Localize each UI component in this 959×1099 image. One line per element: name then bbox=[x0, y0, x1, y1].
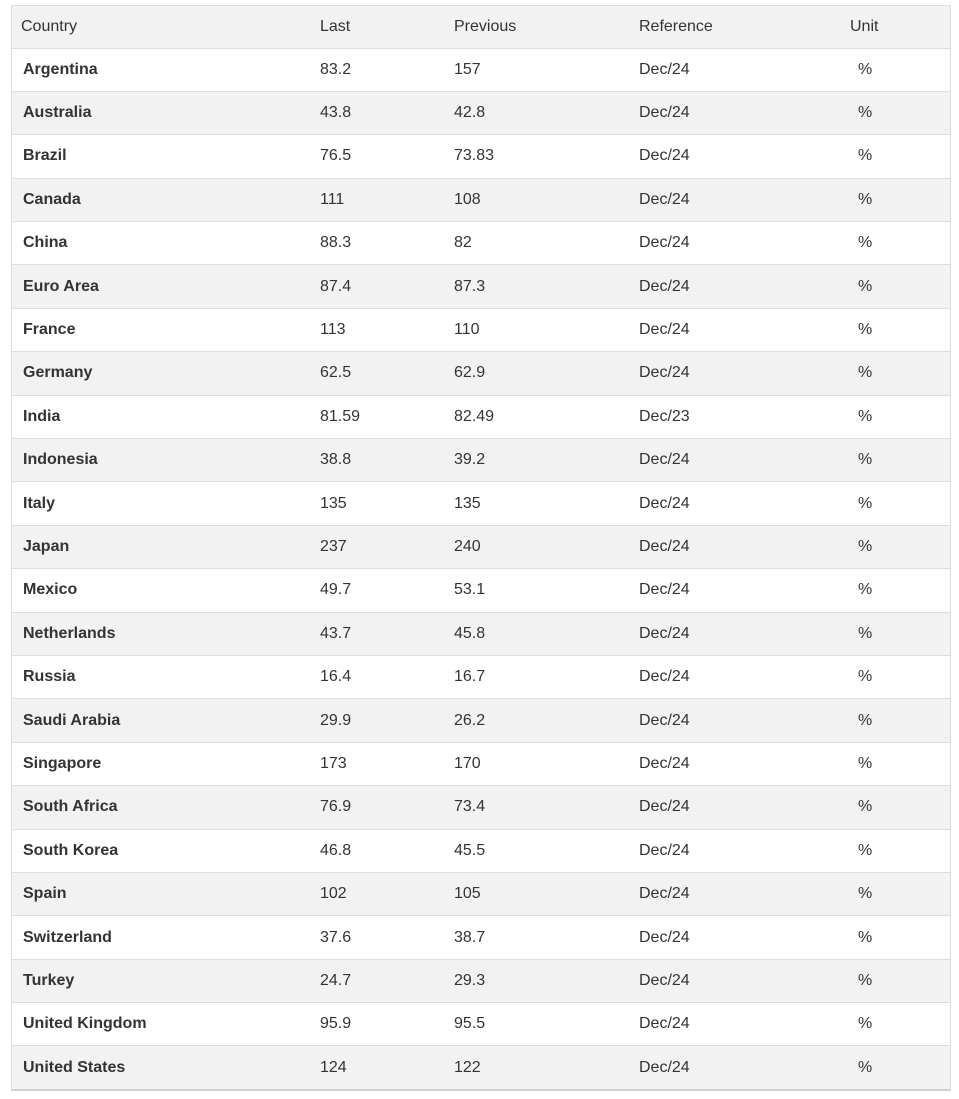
previous-value-cell: 39.2 bbox=[445, 439, 630, 482]
country-cell[interactable]: Russia bbox=[12, 655, 311, 698]
reference-cell: Dec/24 bbox=[630, 569, 841, 612]
unit-cell: % bbox=[841, 395, 950, 438]
reference-cell: Dec/24 bbox=[630, 742, 841, 785]
country-cell[interactable]: United States bbox=[12, 1046, 311, 1089]
reference-cell: Dec/24 bbox=[630, 222, 841, 265]
last-value-cell: 38.8 bbox=[311, 439, 445, 482]
table-row[interactable] bbox=[12, 482, 950, 525]
last-value-cell: 237 bbox=[311, 525, 445, 568]
country-cell[interactable]: United Kingdom bbox=[12, 1003, 311, 1046]
previous-value-cell: 45.5 bbox=[445, 829, 630, 872]
previous-value-cell: 26.2 bbox=[445, 699, 630, 742]
unit-cell: % bbox=[841, 612, 950, 655]
last-value-cell: 49.7 bbox=[311, 569, 445, 612]
country-cell[interactable]: Mexico bbox=[12, 569, 311, 612]
unit-cell: % bbox=[841, 1046, 950, 1089]
unit-cell: % bbox=[841, 135, 950, 178]
unit-cell: % bbox=[841, 1003, 950, 1046]
last-value-cell: 102 bbox=[311, 872, 445, 915]
table-row[interactable] bbox=[12, 352, 950, 395]
country-cell[interactable]: Netherlands bbox=[12, 612, 311, 655]
country-cell[interactable]: Argentina bbox=[12, 48, 311, 91]
last-value-cell: 173 bbox=[311, 742, 445, 785]
unit-cell: % bbox=[841, 829, 950, 872]
reference-cell: Dec/24 bbox=[630, 1003, 841, 1046]
table-row[interactable] bbox=[12, 569, 950, 612]
unit-cell: % bbox=[841, 786, 950, 829]
country-cell[interactable]: Indonesia bbox=[12, 439, 311, 482]
country-cell[interactable]: Japan bbox=[12, 525, 311, 568]
unit-cell: % bbox=[841, 439, 950, 482]
column-header-previous[interactable]: Previous bbox=[445, 6, 630, 48]
unit-cell: % bbox=[841, 916, 950, 959]
previous-value-cell: 108 bbox=[445, 178, 630, 221]
reference-cell: Dec/24 bbox=[630, 872, 841, 915]
country-cell[interactable]: Germany bbox=[12, 352, 311, 395]
previous-value-cell: 122 bbox=[445, 1046, 630, 1089]
previous-value-cell: 82 bbox=[445, 222, 630, 265]
unit-cell: % bbox=[841, 265, 950, 308]
previous-value-cell: 62.9 bbox=[445, 352, 630, 395]
table-row[interactable] bbox=[12, 135, 950, 178]
table-header bbox=[12, 6, 950, 48]
last-value-cell: 62.5 bbox=[311, 352, 445, 395]
last-value-cell: 135 bbox=[311, 482, 445, 525]
unit-cell: % bbox=[841, 178, 950, 221]
table-row[interactable] bbox=[12, 178, 950, 221]
previous-value-cell: 16.7 bbox=[445, 655, 630, 698]
reference-cell: Dec/24 bbox=[630, 612, 841, 655]
last-value-cell: 37.6 bbox=[311, 916, 445, 959]
last-value-cell: 43.8 bbox=[311, 91, 445, 134]
table-row[interactable] bbox=[12, 829, 950, 872]
previous-value-cell: 240 bbox=[445, 525, 630, 568]
unit-cell: % bbox=[841, 959, 950, 1002]
column-header-unit[interactable]: Unit bbox=[841, 6, 950, 48]
table-row[interactable] bbox=[12, 872, 950, 915]
reference-cell: Dec/24 bbox=[630, 352, 841, 395]
reference-cell: Dec/24 bbox=[630, 916, 841, 959]
table-row[interactable] bbox=[12, 655, 950, 698]
previous-value-cell: 53.1 bbox=[445, 569, 630, 612]
reference-cell: Dec/24 bbox=[630, 829, 841, 872]
reference-cell: Dec/24 bbox=[630, 91, 841, 134]
table-row[interactable] bbox=[12, 1046, 950, 1089]
last-value-cell: 76.5 bbox=[311, 135, 445, 178]
country-cell[interactable]: South Korea bbox=[12, 829, 311, 872]
country-cell[interactable]: Turkey bbox=[12, 959, 311, 1002]
country-cell[interactable]: Singapore bbox=[12, 742, 311, 785]
unit-cell: % bbox=[841, 48, 950, 91]
last-value-cell: 87.4 bbox=[311, 265, 445, 308]
country-cell[interactable]: China bbox=[12, 222, 311, 265]
column-header-reference[interactable]: Reference bbox=[630, 6, 841, 48]
reference-cell: Dec/24 bbox=[630, 265, 841, 308]
last-value-cell: 113 bbox=[311, 308, 445, 351]
reference-cell: Dec/24 bbox=[630, 1046, 841, 1089]
table-row[interactable] bbox=[12, 395, 950, 438]
column-header-country[interactable]: Country bbox=[12, 6, 311, 48]
last-value-cell: 43.7 bbox=[311, 612, 445, 655]
previous-value-cell: 87.3 bbox=[445, 265, 630, 308]
last-value-cell: 83.2 bbox=[311, 48, 445, 91]
previous-value-cell: 45.8 bbox=[445, 612, 630, 655]
last-value-cell: 76.9 bbox=[311, 786, 445, 829]
table-row[interactable] bbox=[12, 786, 950, 829]
previous-value-cell: 170 bbox=[445, 742, 630, 785]
data-table-container bbox=[11, 5, 951, 1091]
previous-value-cell: 73.4 bbox=[445, 786, 630, 829]
previous-value-cell: 105 bbox=[445, 872, 630, 915]
unit-cell: % bbox=[841, 699, 950, 742]
reference-cell: Dec/24 bbox=[630, 308, 841, 351]
country-cell[interactable]: Spain bbox=[12, 872, 311, 915]
table-row[interactable] bbox=[12, 1003, 950, 1046]
previous-value-cell: 135 bbox=[445, 482, 630, 525]
reference-cell: Dec/24 bbox=[630, 655, 841, 698]
table-row[interactable] bbox=[12, 742, 950, 785]
last-value-cell: 88.3 bbox=[311, 222, 445, 265]
unit-cell: % bbox=[841, 655, 950, 698]
country-cell[interactable]: India bbox=[12, 395, 311, 438]
unit-cell: % bbox=[841, 91, 950, 134]
unit-cell: % bbox=[841, 569, 950, 612]
last-value-cell: 81.59 bbox=[311, 395, 445, 438]
table-row[interactable] bbox=[12, 308, 950, 351]
last-value-cell: 124 bbox=[311, 1046, 445, 1089]
country-cell[interactable]: Italy bbox=[12, 482, 311, 525]
column-header-last[interactable]: Last bbox=[311, 6, 445, 48]
unit-cell: % bbox=[841, 525, 950, 568]
table-row[interactable] bbox=[12, 222, 950, 265]
table-row[interactable] bbox=[12, 91, 950, 134]
country-cell[interactable]: Australia bbox=[12, 91, 311, 134]
table-body bbox=[12, 48, 950, 1089]
last-value-cell: 111 bbox=[311, 178, 445, 221]
unit-cell: % bbox=[841, 742, 950, 785]
last-value-cell: 29.9 bbox=[311, 699, 445, 742]
reference-cell: Dec/24 bbox=[630, 48, 841, 91]
country-cell[interactable]: Switzerland bbox=[12, 916, 311, 959]
previous-value-cell: 95.5 bbox=[445, 1003, 630, 1046]
previous-value-cell: 82.49 bbox=[445, 395, 630, 438]
reference-cell: Dec/24 bbox=[630, 482, 841, 525]
reference-cell: Dec/24 bbox=[630, 786, 841, 829]
previous-value-cell: 157 bbox=[445, 48, 630, 91]
table-row[interactable] bbox=[12, 48, 950, 91]
last-value-cell: 46.8 bbox=[311, 829, 445, 872]
table-row[interactable] bbox=[12, 612, 950, 655]
last-value-cell: 24.7 bbox=[311, 959, 445, 1002]
reference-cell: Dec/23 bbox=[630, 395, 841, 438]
country-cell[interactable]: Canada bbox=[12, 178, 311, 221]
reference-cell: Dec/24 bbox=[630, 699, 841, 742]
previous-value-cell: 38.7 bbox=[445, 916, 630, 959]
previous-value-cell: 29.3 bbox=[445, 959, 630, 1002]
country-cell[interactable]: South Africa bbox=[12, 786, 311, 829]
reference-cell: Dec/24 bbox=[630, 135, 841, 178]
country-cell[interactable]: Brazil bbox=[12, 135, 311, 178]
table-row[interactable] bbox=[12, 265, 950, 308]
country-cell[interactable]: France bbox=[12, 308, 311, 351]
last-value-cell: 16.4 bbox=[311, 655, 445, 698]
data-table bbox=[12, 6, 950, 1089]
unit-cell: % bbox=[841, 872, 950, 915]
unit-cell: % bbox=[841, 482, 950, 525]
previous-value-cell: 42.8 bbox=[445, 91, 630, 134]
country-cell[interactable]: Saudi Arabia bbox=[12, 699, 311, 742]
table-row[interactable] bbox=[12, 439, 950, 482]
reference-cell: Dec/24 bbox=[630, 439, 841, 482]
unit-cell: % bbox=[841, 308, 950, 351]
previous-value-cell: 73.83 bbox=[445, 135, 630, 178]
table-row[interactable] bbox=[12, 525, 950, 568]
reference-cell: Dec/24 bbox=[630, 525, 841, 568]
reference-cell: Dec/24 bbox=[630, 959, 841, 1002]
table-row[interactable] bbox=[12, 959, 950, 1002]
header-row bbox=[12, 6, 950, 48]
unit-cell: % bbox=[841, 222, 950, 265]
country-cell[interactable]: Euro Area bbox=[12, 265, 311, 308]
previous-value-cell: 110 bbox=[445, 308, 630, 351]
table-row[interactable] bbox=[12, 916, 950, 959]
unit-cell: % bbox=[841, 352, 950, 395]
last-value-cell: 95.9 bbox=[311, 1003, 445, 1046]
table-row[interactable] bbox=[12, 699, 950, 742]
reference-cell: Dec/24 bbox=[630, 178, 841, 221]
